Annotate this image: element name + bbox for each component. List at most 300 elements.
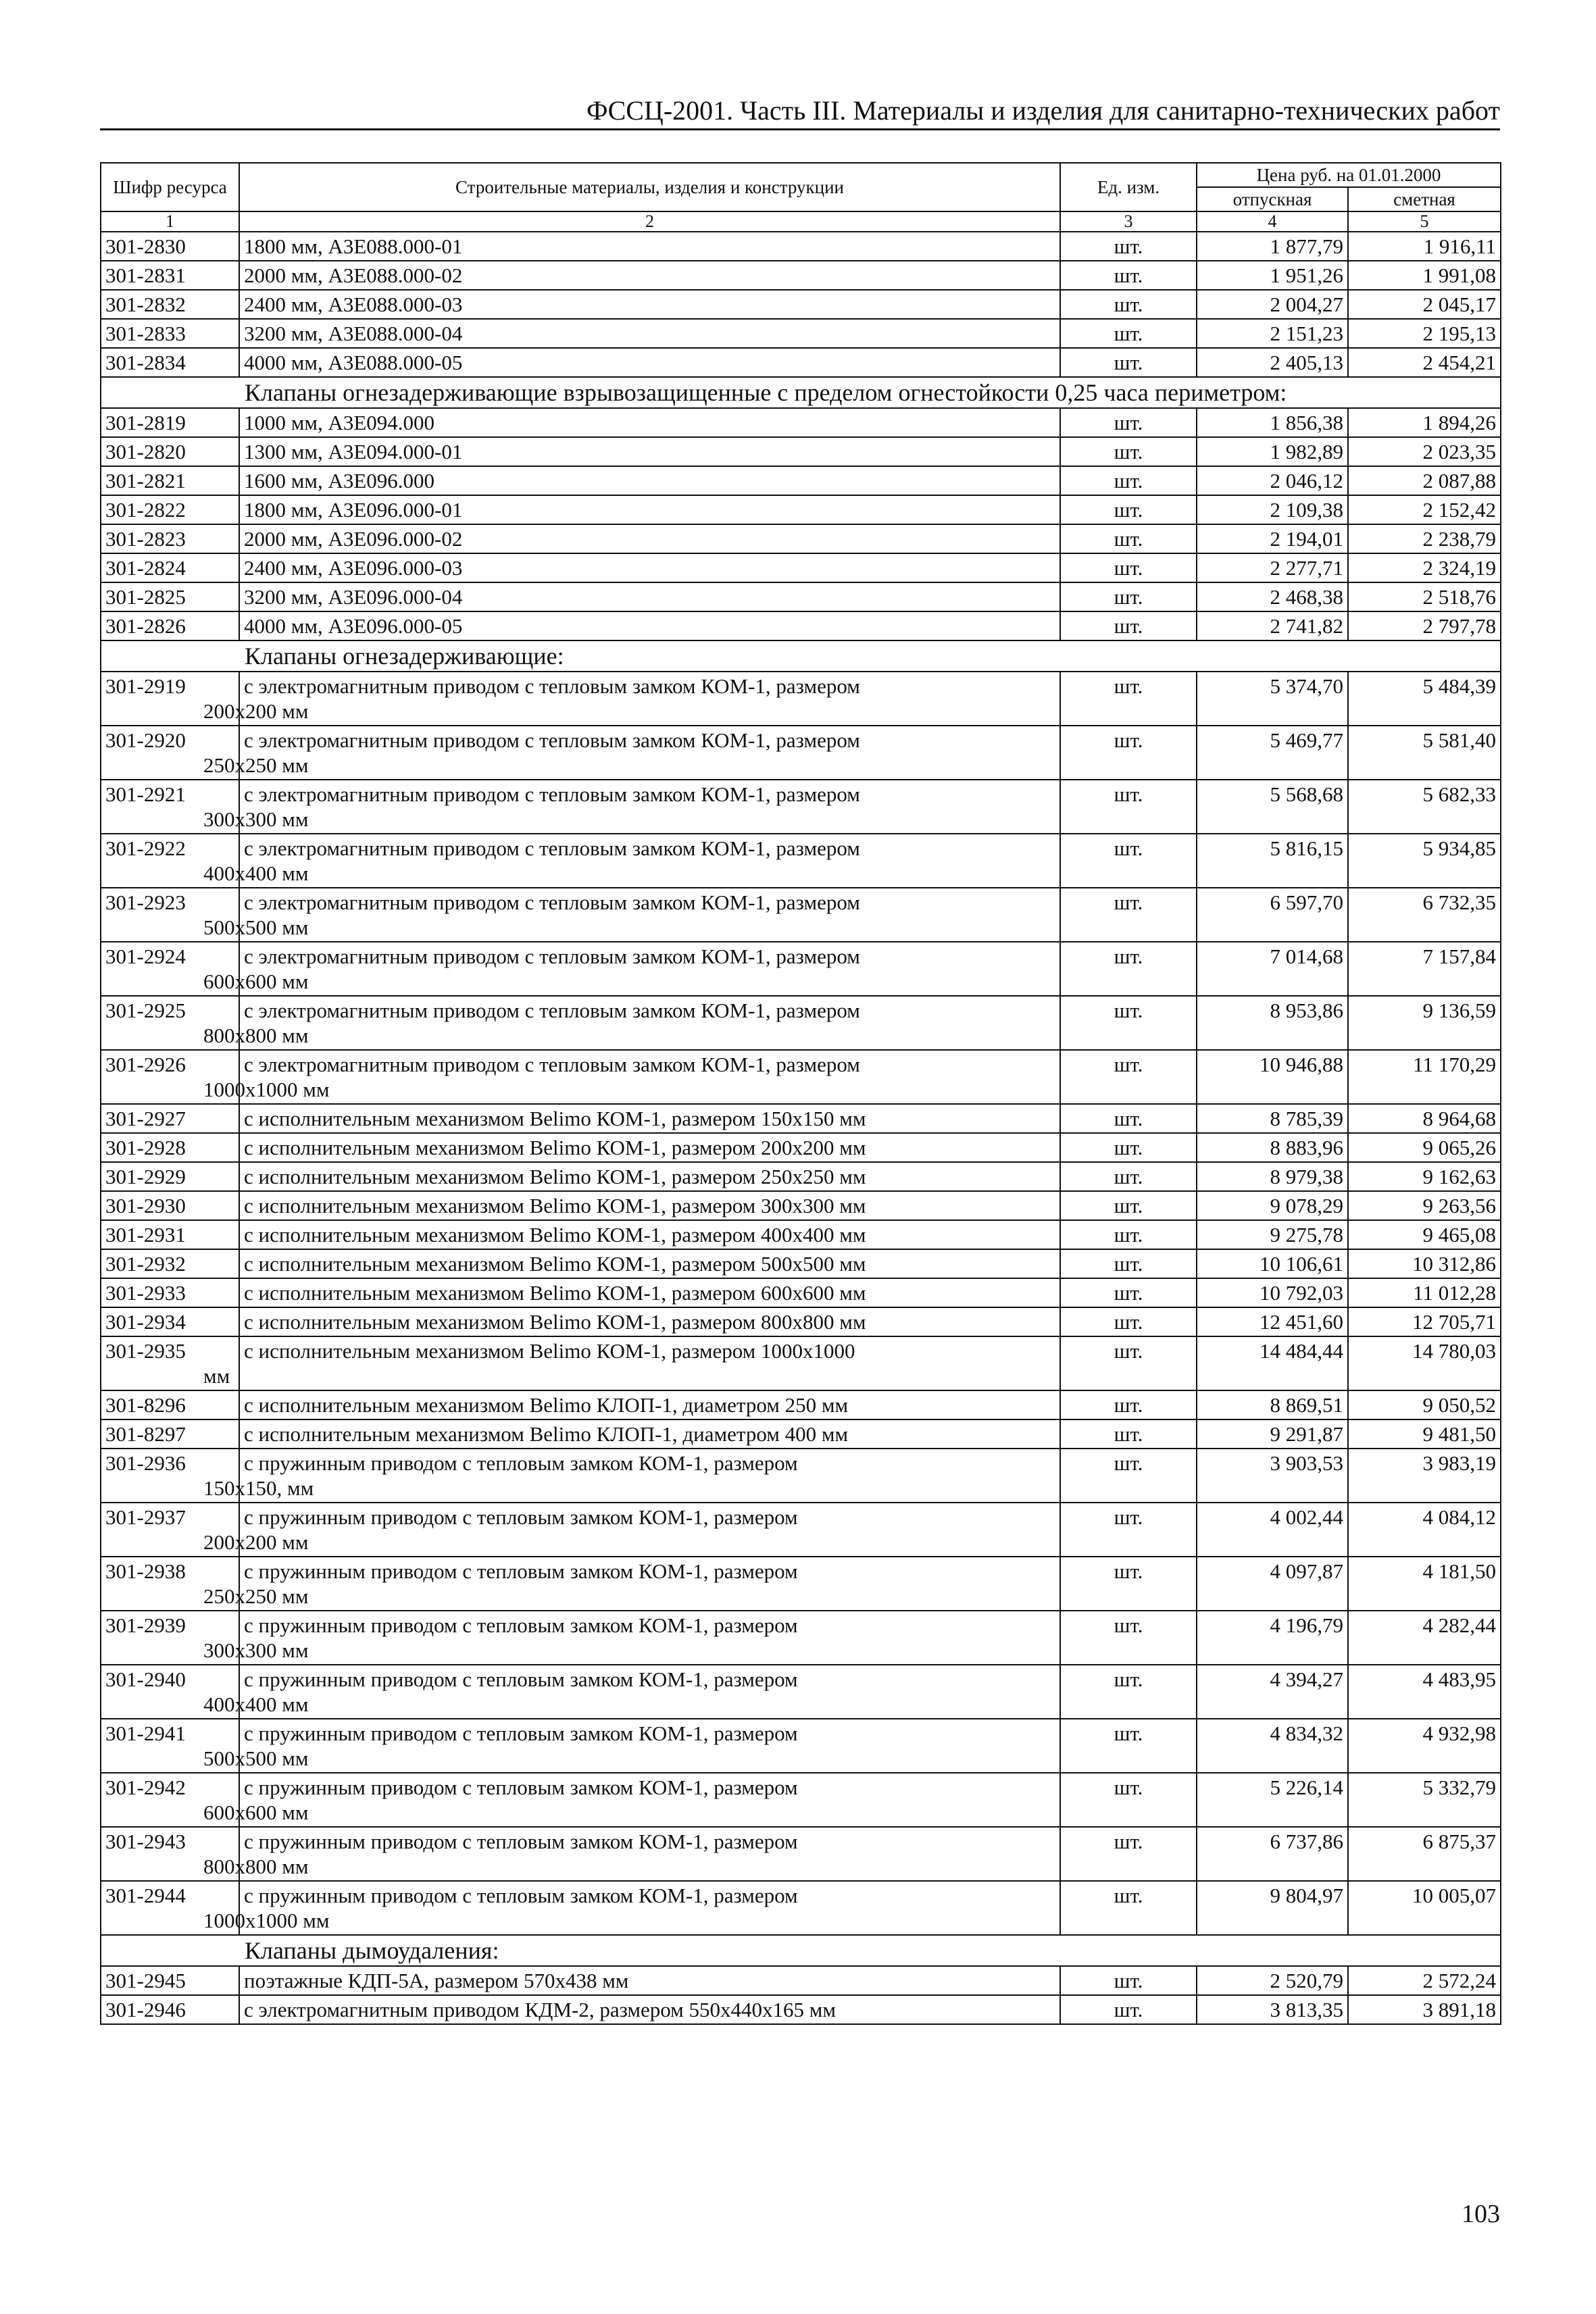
material-name-continuation: 500х500 мм	[203, 1746, 309, 1770]
estimate-price: 4 084,12	[1348, 1503, 1501, 1557]
resource-code: 301-2825	[101, 582, 239, 611]
table-row	[101, 582, 1501, 611]
estimate-price: 4 483,95	[1348, 1665, 1501, 1719]
material-name	[203, 726, 1060, 780]
material-name	[239, 1104, 1060, 1133]
table-row	[101, 611, 1501, 640]
material-name	[203, 1557, 1060, 1611]
material-name-text: 1800 мм, А3Е096.000-01	[244, 498, 463, 522]
release-price: 9 275,78	[1197, 1220, 1348, 1249]
table-row	[101, 996, 1501, 1050]
release-price: 8 979,38	[1197, 1162, 1348, 1191]
unit-of-measure: шт.	[1060, 1050, 1197, 1104]
unit-of-measure: шт.	[1060, 1133, 1197, 1162]
material-name	[239, 495, 1060, 524]
release-price: 2 468,38	[1197, 582, 1348, 611]
material-name-text: с исполнительным механизмом Belimo КОМ-1, размером 800х800 мм	[244, 1310, 866, 1334]
table-row	[101, 1773, 1501, 1827]
material-name-text: с пружинным приводом с тепловым замком КОМ-1, размером	[244, 1776, 798, 1799]
header-release-price: отпускная	[1197, 187, 1348, 211]
column-number: 4	[1197, 211, 1348, 232]
material-name-continuation: 250х250 мм	[203, 1584, 309, 1608]
release-price: 5 469,77	[1197, 726, 1348, 780]
resource-code: 301-2940	[101, 1665, 239, 1719]
resource-code: 301-2934	[101, 1307, 239, 1336]
material-name	[203, 888, 1060, 942]
material-name-continuation: 500х500 мм	[203, 915, 309, 939]
header-unit: Ед. изм.	[1060, 163, 1197, 211]
unit-of-measure: шт.	[1060, 1665, 1197, 1719]
material-name-text: с исполнительным механизмом Belimo КОМ-1, размером 1000х1000	[244, 1339, 855, 1363]
material-name-text: 2000 мм, А3Е096.000-02	[244, 527, 463, 551]
release-price: 3 813,35	[1197, 1995, 1348, 2024]
material-name	[239, 1390, 1060, 1419]
material-name	[239, 1191, 1060, 1220]
release-price: 9 291,87	[1197, 1419, 1348, 1449]
release-price: 5 226,14	[1197, 1773, 1348, 1827]
table-row	[101, 1827, 1501, 1881]
material-name-text: с исполнительным механизмом Belimo КОМ-1, размером 400х400 мм	[244, 1223, 866, 1247]
table-row	[101, 726, 1501, 780]
material-name-continuation: 250х250 мм	[203, 753, 309, 777]
estimate-price: 5 484,39	[1348, 672, 1501, 726]
material-name-continuation: мм	[203, 1364, 230, 1388]
material-name	[239, 348, 1060, 377]
estimate-price: 6 875,37	[1348, 1827, 1501, 1881]
header-price: Цена руб. на 01.01.2000	[1197, 163, 1501, 187]
table-row	[101, 1966, 1501, 1995]
column-number: 5	[1348, 211, 1501, 232]
table-row	[101, 1995, 1501, 2024]
material-name	[239, 553, 1060, 582]
resource-code: 301-2943	[101, 1827, 239, 1881]
estimate-price: 1 991,08	[1348, 261, 1501, 290]
table-row	[101, 942, 1501, 996]
material-name	[203, 942, 1060, 996]
resource-code: 301-2833	[101, 319, 239, 348]
release-price: 14 484,44	[1197, 1336, 1348, 1390]
material-name	[239, 232, 1060, 261]
release-price: 8 883,96	[1197, 1133, 1348, 1162]
release-price: 2 405,13	[1197, 348, 1348, 377]
resource-code: 301-2928	[101, 1133, 239, 1162]
estimate-price: 10 005,07	[1348, 1881, 1501, 1935]
material-name	[239, 1162, 1060, 1191]
table-row	[101, 290, 1501, 319]
material-name	[239, 1419, 1060, 1449]
unit-of-measure: шт.	[1060, 780, 1197, 834]
material-name-text: с исполнительным механизмом Belimo КОМ-1, размером 150х150 мм	[244, 1107, 866, 1130]
release-price: 3 903,53	[1197, 1449, 1348, 1503]
material-name	[239, 1307, 1060, 1336]
price-table	[100, 162, 1501, 2025]
table-row	[101, 1557, 1501, 1611]
table-row	[101, 1162, 1501, 1191]
unit-of-measure: шт.	[1060, 1419, 1197, 1449]
material-name-continuation: 300х300 мм	[203, 1638, 309, 1662]
release-price: 8 785,39	[1197, 1104, 1348, 1133]
resource-code: 301-2937	[101, 1503, 239, 1557]
column-number: 2	[239, 211, 1060, 232]
table-row	[101, 1390, 1501, 1419]
estimate-price: 5 682,33	[1348, 780, 1501, 834]
material-name-continuation: 200х200 мм	[203, 1530, 309, 1554]
material-name-text: с пружинным приводом с тепловым замком КОМ-1, размером	[244, 1721, 798, 1745]
material-name	[203, 1773, 1060, 1827]
resource-code: 301-2939	[101, 1611, 239, 1665]
release-price: 10 946,88	[1197, 1050, 1348, 1104]
resource-code: 301-2831	[101, 261, 239, 290]
unit-of-measure: шт.	[1060, 672, 1197, 726]
resource-code: 301-2819	[101, 408, 239, 437]
resource-code: 301-2822	[101, 495, 239, 524]
estimate-price: 9 065,26	[1348, 1133, 1501, 1162]
unit-of-measure: шт.	[1060, 996, 1197, 1050]
table-row	[101, 553, 1501, 582]
unit-of-measure: шт.	[1060, 1611, 1197, 1665]
table-row	[101, 1104, 1501, 1133]
estimate-price: 11 012,28	[1348, 1278, 1501, 1307]
resource-code: 301-2924	[101, 942, 239, 996]
resource-code: 301-2824	[101, 553, 239, 582]
unit-of-measure: шт.	[1060, 290, 1197, 319]
estimate-price: 3 891,18	[1348, 1995, 1501, 2024]
material-name-continuation: 1000х1000 мм	[203, 1909, 330, 1932]
table-row	[101, 834, 1501, 888]
resource-code: 301-2946	[101, 1995, 239, 2024]
header-code: Шифр ресурса	[101, 163, 239, 211]
material-name	[239, 319, 1060, 348]
release-price: 1 951,26	[1197, 261, 1348, 290]
table-row	[101, 261, 1501, 290]
material-name-continuation: 150х150, мм	[203, 1476, 314, 1500]
estimate-price: 14 780,03	[1348, 1336, 1501, 1390]
table-row	[101, 524, 1501, 553]
release-price: 6 737,86	[1197, 1827, 1348, 1881]
estimate-price: 9 263,56	[1348, 1191, 1501, 1220]
resource-code: 301-2830	[101, 232, 239, 261]
unit-of-measure: шт.	[1060, 834, 1197, 888]
material-name-text: с пружинным приводом с тепловым замком КОМ-1, размером	[244, 1451, 798, 1475]
unit-of-measure: шт.	[1060, 726, 1197, 780]
unit-of-measure: шт.	[1060, 1278, 1197, 1307]
material-name-text: с исполнительным механизмом Belimo КОМ-1, размером 500х500 мм	[244, 1252, 866, 1276]
table-row	[101, 1419, 1501, 1449]
material-name	[203, 1050, 1060, 1104]
unit-of-measure: шт.	[1060, 553, 1197, 582]
material-name	[239, 261, 1060, 290]
material-name-text: 3200 мм, А3Е096.000-04	[244, 585, 463, 609]
header-estimate-price: сметная	[1348, 187, 1501, 211]
resource-code: 301-2820	[101, 437, 239, 466]
release-price: 5 816,15	[1197, 834, 1348, 888]
estimate-price: 9 136,59	[1348, 996, 1501, 1050]
section-title: Клапаны огнезадерживающие:	[101, 640, 1501, 672]
resource-code: 301-2938	[101, 1557, 239, 1611]
material-name-text: с электромагнитным приводом с тепловым замком КОМ-1, размером	[244, 728, 860, 752]
table-row	[101, 1881, 1501, 1935]
material-name-text: с пружинным приводом с тепловым замком КОМ-1, размером	[244, 1613, 798, 1637]
estimate-price: 5 581,40	[1348, 726, 1501, 780]
release-price: 2 194,01	[1197, 524, 1348, 553]
section-heading-row	[101, 640, 1501, 672]
resource-code: 301-2920	[101, 726, 239, 780]
unit-of-measure: шт.	[1060, 1773, 1197, 1827]
unit-of-measure: шт.	[1060, 1503, 1197, 1557]
resource-code: 301-2923	[101, 888, 239, 942]
section-heading-row	[101, 377, 1501, 408]
release-price: 9 078,29	[1197, 1191, 1348, 1220]
release-price: 2 277,71	[1197, 553, 1348, 582]
header-divider	[100, 128, 1500, 130]
unit-of-measure: шт.	[1060, 1719, 1197, 1773]
resource-code: 301-2823	[101, 524, 239, 553]
material-name-text: с пружинным приводом с тепловым замком КОМ-1, размером	[244, 1830, 798, 1853]
release-price: 2 151,23	[1197, 319, 1348, 348]
material-name-text: с пружинным приводом с тепловым замком КОМ-1, размером	[244, 1884, 798, 1907]
resource-code: 301-2919	[101, 672, 239, 726]
table-row	[101, 1449, 1501, 1503]
price-table-header	[101, 163, 1501, 232]
column-number: 1	[101, 211, 239, 232]
release-price: 2 741,82	[1197, 611, 1348, 640]
release-price: 4 002,44	[1197, 1503, 1348, 1557]
resource-code: 301-2832	[101, 290, 239, 319]
material-name	[203, 1665, 1060, 1719]
material-name	[203, 1881, 1060, 1935]
estimate-price: 2 195,13	[1348, 319, 1501, 348]
release-price: 9 804,97	[1197, 1881, 1348, 1935]
material-name	[239, 1220, 1060, 1249]
release-price: 2 004,27	[1197, 290, 1348, 319]
estimate-price: 3 983,19	[1348, 1449, 1501, 1503]
material-name	[239, 524, 1060, 553]
unit-of-measure: шт.	[1060, 1966, 1197, 1995]
unit-of-measure: шт.	[1060, 495, 1197, 524]
release-price: 6 597,70	[1197, 888, 1348, 942]
resource-code: 301-2927	[101, 1104, 239, 1133]
resource-code: 301-2921	[101, 780, 239, 834]
resource-code: 301-2930	[101, 1191, 239, 1220]
material-name	[239, 611, 1060, 640]
material-name-continuation: 200х200 мм	[203, 699, 309, 723]
unit-of-measure: шт.	[1060, 1995, 1197, 2024]
estimate-price: 4 932,98	[1348, 1719, 1501, 1773]
material-name-text: поэтажные КДП-5А, размером 570х438 мм	[244, 1969, 629, 1992]
table-row	[101, 1503, 1501, 1557]
material-name-text: с электромагнитным приводом КДМ-2, размером 550х440х165 мм	[244, 1998, 837, 2021]
table-row	[101, 495, 1501, 524]
page-number: 103	[1462, 2200, 1500, 2228]
estimate-price: 9 465,08	[1348, 1220, 1501, 1249]
unit-of-measure: шт.	[1060, 261, 1197, 290]
material-name-continuation: 600х600 мм	[203, 1801, 309, 1824]
release-price: 5 568,68	[1197, 780, 1348, 834]
unit-of-measure: шт.	[1060, 319, 1197, 348]
table-row	[101, 1133, 1501, 1162]
resource-code: 301-2931	[101, 1220, 239, 1249]
table-row	[101, 1665, 1501, 1719]
release-price: 4 097,87	[1197, 1557, 1348, 1611]
material-name	[239, 1966, 1060, 1995]
estimate-price: 4 282,44	[1348, 1611, 1501, 1665]
material-name	[239, 290, 1060, 319]
material-name	[239, 1133, 1060, 1162]
material-name-text: 3200 мм, А3Е088.000-04	[244, 322, 463, 345]
material-name-continuation: 800х800 мм	[203, 1855, 309, 1878]
material-name-continuation: 800х800 мм	[203, 1024, 309, 1047]
material-name-text: с электромагнитным приводом с тепловым замком КОМ-1, размером	[244, 836, 860, 860]
unit-of-measure: шт.	[1060, 888, 1197, 942]
table-row	[101, 1278, 1501, 1307]
material-name	[239, 1995, 1060, 2024]
table-row	[101, 348, 1501, 377]
table-row	[101, 1249, 1501, 1278]
material-name	[203, 834, 1060, 888]
unit-of-measure: шт.	[1060, 1557, 1197, 1611]
estimate-price: 2 797,78	[1348, 611, 1501, 640]
material-name-text: 1800 мм, А3Е088.000-01	[244, 234, 463, 258]
estimate-price: 2 324,19	[1348, 553, 1501, 582]
section-title: Клапаны огнезадерживающие взрывозащищенные с пределом огнестойкости 0,25 часа периметром:	[101, 377, 1501, 408]
material-name-text: с исполнительным механизмом Belimo КЛОП-1, диаметром 250 мм	[244, 1393, 849, 1417]
material-name-continuation: 300х300 мм	[203, 807, 309, 831]
estimate-price: 2 045,17	[1348, 290, 1501, 319]
unit-of-measure: шт.	[1060, 1162, 1197, 1191]
estimate-price: 5 332,79	[1348, 1773, 1501, 1827]
table-row	[101, 1719, 1501, 1773]
estimate-price: 5 934,85	[1348, 834, 1501, 888]
material-name-text: 2000 мм, А3Е088.000-02	[244, 263, 463, 287]
table-row	[101, 1220, 1501, 1249]
material-name-text: 4000 мм, А3Е096.000-05	[244, 614, 463, 638]
table-row	[101, 1050, 1501, 1104]
estimate-price: 7 157,84	[1348, 942, 1501, 996]
resource-code: 301-2936	[101, 1449, 239, 1503]
resource-code: 301-2826	[101, 611, 239, 640]
resource-code: 301-2935	[101, 1336, 239, 1390]
release-price: 2 109,38	[1197, 495, 1348, 524]
material-name	[203, 1719, 1060, 1773]
estimate-price: 9 162,63	[1348, 1162, 1501, 1191]
unit-of-measure: шт.	[1060, 611, 1197, 640]
material-name-text: с исполнительным механизмом Belimo КОМ-1, размером 300х300 мм	[244, 1194, 866, 1217]
release-price: 4 196,79	[1197, 1611, 1348, 1665]
material-name-text: с пружинным приводом с тепловым замком КОМ-1, размером	[244, 1667, 798, 1691]
material-name-text: 1000 мм, А3Е094.000	[244, 411, 435, 434]
column-number: 3	[1060, 211, 1197, 232]
resource-code: 301-2834	[101, 348, 239, 377]
material-name-text: с электромагнитным приводом с тепловым замком КОМ-1, размером	[244, 999, 860, 1022]
estimate-price: 9 481,50	[1348, 1419, 1501, 1449]
material-name-text: с исполнительным механизмом Belimo КОМ-1, размером 200х200 мм	[244, 1136, 866, 1159]
table-row	[101, 408, 1501, 437]
table-row	[101, 466, 1501, 495]
unit-of-measure: шт.	[1060, 1220, 1197, 1249]
estimate-price: 2 238,79	[1348, 524, 1501, 553]
material-name-text: с электромагнитным приводом с тепловым замком КОМ-1, размером	[244, 674, 860, 698]
release-price: 4 394,27	[1197, 1665, 1348, 1719]
release-price: 8 953,86	[1197, 996, 1348, 1050]
unit-of-measure: шт.	[1060, 1449, 1197, 1503]
header-name: Строительные материалы, изделия и конструкции	[239, 163, 1060, 211]
resource-code: 301-8297	[101, 1419, 239, 1449]
release-price: 1 877,79	[1197, 232, 1348, 261]
estimate-price: 2 518,76	[1348, 582, 1501, 611]
release-price: 4 834,32	[1197, 1719, 1348, 1773]
estimate-price: 1 916,11	[1348, 232, 1501, 261]
release-price: 10 792,03	[1197, 1278, 1348, 1307]
material-name-text: с электромагнитным приводом с тепловым замком КОМ-1, размером	[244, 890, 860, 914]
resource-code: 301-2821	[101, 466, 239, 495]
release-price: 12 451,60	[1197, 1307, 1348, 1336]
unit-of-measure: шт.	[1060, 1881, 1197, 1935]
material-name	[239, 582, 1060, 611]
unit-of-measure: шт.	[1060, 942, 1197, 996]
resource-code: 301-8296	[101, 1390, 239, 1419]
material-name-text: 4000 мм, А3Е088.000-05	[244, 351, 463, 374]
resource-code: 301-2929	[101, 1162, 239, 1191]
table-row	[101, 780, 1501, 834]
material-name-text: с пружинным приводом с тепловым замком КОМ-1, размером	[244, 1505, 798, 1529]
section-heading-row	[101, 1935, 1501, 1966]
material-name-continuation: 600х600 мм	[203, 970, 309, 993]
table-row	[101, 437, 1501, 466]
estimate-price: 9 050,52	[1348, 1390, 1501, 1419]
resource-code: 301-2932	[101, 1249, 239, 1278]
table-row	[101, 319, 1501, 348]
material-name	[203, 1827, 1060, 1881]
resource-code: 301-2942	[101, 1773, 239, 1827]
resource-code: 301-2944	[101, 1881, 239, 1935]
table-row	[101, 1336, 1501, 1390]
release-price: 1 982,89	[1197, 437, 1348, 466]
estimate-price: 2 454,21	[1348, 348, 1501, 377]
material-name	[239, 408, 1060, 437]
estimate-price: 4 181,50	[1348, 1557, 1501, 1611]
unit-of-measure: шт.	[1060, 232, 1197, 261]
material-name-text: 2400 мм, А3Е088.000-03	[244, 293, 463, 316]
table-row	[101, 232, 1501, 261]
estimate-price: 2 152,42	[1348, 495, 1501, 524]
estimate-price: 12 705,71	[1348, 1307, 1501, 1336]
page-header-title: ФССЦ-2001. Часть III. Материалы и изделия для санитарно-технических работ	[587, 95, 1500, 126]
release-price: 7 014,68	[1197, 942, 1348, 996]
material-name-text: 1600 мм, А3Е096.000	[244, 469, 435, 493]
resource-code: 301-2925	[101, 996, 239, 1050]
release-price: 5 374,70	[1197, 672, 1348, 726]
estimate-price: 10 312,86	[1348, 1249, 1501, 1278]
material-name-text: с электромагнитным приводом с тепловым замком КОМ-1, размером	[244, 945, 860, 968]
release-price: 2 520,79	[1197, 1966, 1348, 1995]
estimate-price: 2 087,88	[1348, 466, 1501, 495]
material-name	[203, 996, 1060, 1050]
estimate-price: 8 964,68	[1348, 1104, 1501, 1133]
table-row	[101, 1611, 1501, 1665]
unit-of-measure: шт.	[1060, 1336, 1197, 1390]
release-price: 8 869,51	[1197, 1390, 1348, 1419]
estimate-price: 2 023,35	[1348, 437, 1501, 466]
release-price: 1 856,38	[1197, 408, 1348, 437]
unit-of-measure: шт.	[1060, 1390, 1197, 1419]
material-name-continuation: 400х400 мм	[203, 1692, 309, 1716]
resource-code: 301-2922	[101, 834, 239, 888]
table-row	[101, 1307, 1501, 1336]
unit-of-measure: шт.	[1060, 1827, 1197, 1881]
resource-code: 301-2945	[101, 1966, 239, 1995]
material-name-text: с исполнительным механизмом Belimo КЛОП-1, диаметром 400 мм	[244, 1422, 849, 1446]
unit-of-measure: шт.	[1060, 1191, 1197, 1220]
